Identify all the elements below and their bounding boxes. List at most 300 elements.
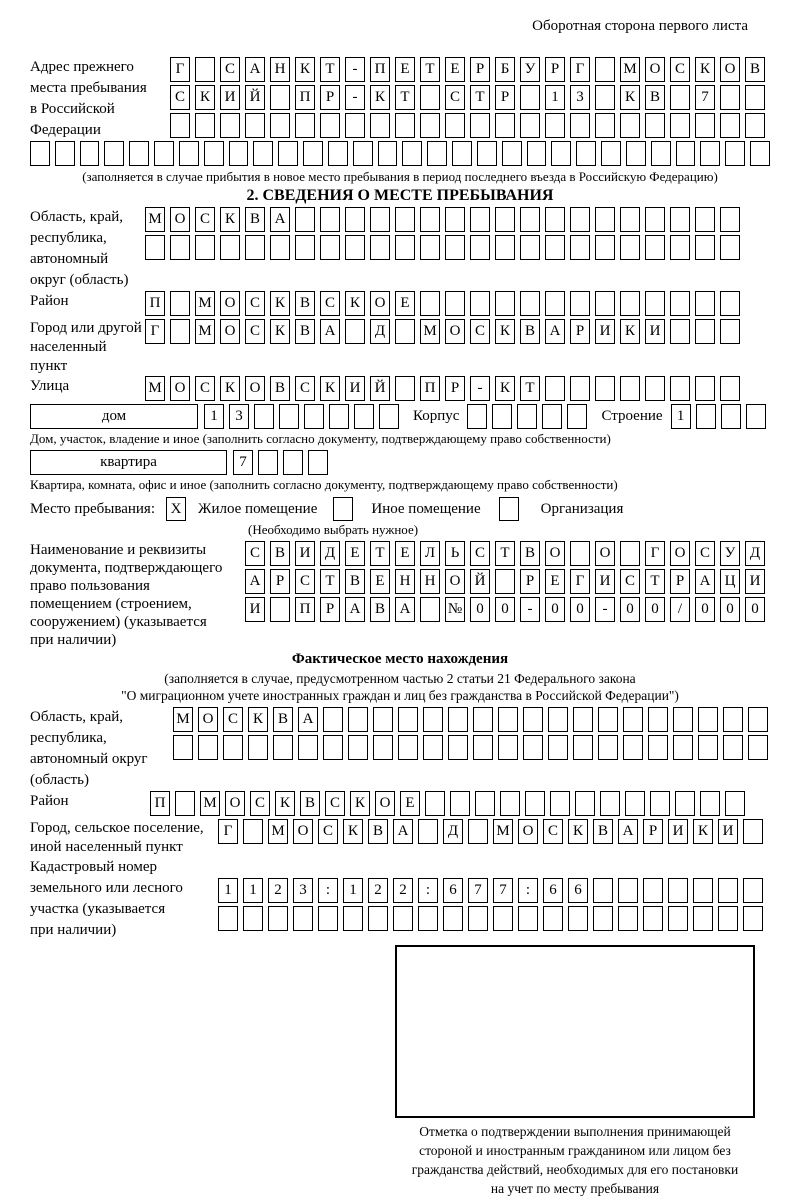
char-box[interactable]: И	[295, 541, 315, 566]
char-box[interactable]	[643, 906, 663, 931]
char-box[interactable]	[423, 735, 443, 760]
char-box[interactable]: В	[270, 541, 290, 566]
char-box[interactable]: В	[593, 819, 613, 844]
char-box[interactable]: С	[470, 319, 490, 344]
char-box[interactable]	[618, 878, 638, 903]
char-box[interactable]	[545, 291, 565, 316]
char-box[interactable]: А	[695, 569, 715, 594]
char-box[interactable]: Е	[545, 569, 565, 594]
char-box[interactable]: В	[520, 319, 540, 344]
char-box[interactable]: В	[645, 85, 665, 110]
char-box[interactable]	[745, 113, 765, 138]
char-box[interactable]	[675, 791, 695, 816]
char-box[interactable]	[173, 735, 193, 760]
char-box[interactable]: Й	[370, 376, 390, 401]
char-box[interactable]	[670, 235, 690, 260]
char-box[interactable]	[517, 404, 537, 429]
char-box[interactable]	[720, 235, 740, 260]
char-box[interactable]	[593, 906, 613, 931]
char-box[interactable]	[620, 541, 640, 566]
char-box[interactable]: С	[670, 57, 690, 82]
char-box[interactable]	[473, 707, 493, 732]
char-box[interactable]: 7	[468, 878, 488, 903]
char-box[interactable]: М	[620, 57, 640, 82]
char-box[interactable]	[279, 404, 299, 429]
char-box[interactable]	[268, 906, 288, 931]
char-box[interactable]	[248, 735, 268, 760]
char-box[interactable]: 0	[720, 597, 740, 622]
char-box[interactable]: В	[345, 569, 365, 594]
char-box[interactable]: П	[370, 57, 390, 82]
char-box[interactable]: Р	[320, 85, 340, 110]
char-box[interactable]	[745, 85, 765, 110]
char-box[interactable]: Р	[570, 319, 590, 344]
char-box[interactable]	[595, 235, 615, 260]
char-box[interactable]	[373, 707, 393, 732]
char-box[interactable]: С	[195, 376, 215, 401]
char-box[interactable]: :	[418, 878, 438, 903]
char-box[interactable]: А	[245, 57, 265, 82]
char-box[interactable]: 0	[695, 597, 715, 622]
char-box[interactable]: Д	[320, 541, 340, 566]
char-box[interactable]	[520, 291, 540, 316]
char-box[interactable]	[718, 906, 738, 931]
char-box[interactable]	[625, 791, 645, 816]
char-box[interactable]: Б	[495, 57, 515, 82]
char-box[interactable]: С	[295, 569, 315, 594]
char-box[interactable]: М	[195, 319, 215, 344]
char-box[interactable]	[448, 707, 468, 732]
char-box[interactable]	[523, 735, 543, 760]
char-box[interactable]: К	[693, 819, 713, 844]
char-box[interactable]: 3	[570, 85, 590, 110]
char-box[interactable]	[468, 819, 488, 844]
char-box[interactable]: У	[520, 57, 540, 82]
char-box[interactable]: С	[318, 819, 338, 844]
char-box[interactable]: И	[745, 569, 765, 594]
char-box[interactable]: №	[445, 597, 465, 622]
char-box[interactable]: М	[268, 819, 288, 844]
char-box[interactable]	[373, 735, 393, 760]
char-box[interactable]	[668, 906, 688, 931]
char-box[interactable]	[748, 707, 768, 732]
char-box[interactable]	[303, 141, 323, 166]
char-box[interactable]	[720, 113, 740, 138]
char-box[interactable]: В	[273, 707, 293, 732]
char-box[interactable]: 6	[543, 878, 563, 903]
char-box[interactable]	[328, 141, 348, 166]
char-box[interactable]	[345, 319, 365, 344]
char-box[interactable]	[523, 707, 543, 732]
char-box[interactable]	[648, 735, 668, 760]
char-box[interactable]: Т	[520, 376, 540, 401]
char-box[interactable]	[420, 235, 440, 260]
char-box[interactable]: Р	[320, 597, 340, 622]
char-box[interactable]: С	[250, 791, 270, 816]
char-box[interactable]	[395, 113, 415, 138]
char-box[interactable]: Р	[470, 57, 490, 82]
char-box[interactable]	[695, 291, 715, 316]
char-box[interactable]	[348, 707, 368, 732]
char-box[interactable]	[304, 404, 324, 429]
char-box[interactable]	[545, 207, 565, 232]
char-box[interactable]	[570, 235, 590, 260]
char-box[interactable]	[395, 207, 415, 232]
char-box[interactable]	[595, 113, 615, 138]
char-box[interactable]	[598, 707, 618, 732]
char-box[interactable]: 2	[368, 878, 388, 903]
char-box[interactable]	[626, 141, 646, 166]
char-box[interactable]	[295, 113, 315, 138]
char-box[interactable]	[645, 376, 665, 401]
char-box[interactable]	[427, 141, 447, 166]
char-box[interactable]	[643, 878, 663, 903]
char-box[interactable]	[245, 113, 265, 138]
char-box[interactable]	[329, 404, 349, 429]
char-box[interactable]: Г	[570, 569, 590, 594]
char-box[interactable]: И	[345, 376, 365, 401]
char-box[interactable]	[179, 141, 199, 166]
char-box[interactable]	[600, 791, 620, 816]
char-box[interactable]	[495, 235, 515, 260]
char-box[interactable]	[293, 906, 313, 931]
char-box[interactable]: О	[445, 319, 465, 344]
char-box[interactable]	[670, 113, 690, 138]
char-box[interactable]: 1	[545, 85, 565, 110]
char-box[interactable]: К	[620, 85, 640, 110]
char-box[interactable]: 0	[620, 597, 640, 622]
char-box[interactable]	[698, 735, 718, 760]
char-box[interactable]	[470, 207, 490, 232]
stay-type-checkbox-other[interactable]	[333, 497, 353, 521]
char-box[interactable]: Р	[270, 569, 290, 594]
char-box[interactable]: О	[198, 707, 218, 732]
char-box[interactable]	[393, 906, 413, 931]
char-box[interactable]: В	[295, 291, 315, 316]
char-box[interactable]	[395, 319, 415, 344]
char-box[interactable]: К	[220, 376, 240, 401]
char-box[interactable]	[743, 819, 763, 844]
char-box[interactable]	[195, 57, 215, 82]
char-box[interactable]: -	[470, 376, 490, 401]
char-box[interactable]: Р	[670, 569, 690, 594]
char-box[interactable]	[445, 207, 465, 232]
char-box[interactable]: 0	[745, 597, 765, 622]
char-box[interactable]: :	[518, 878, 538, 903]
char-box[interactable]: К	[270, 319, 290, 344]
char-box[interactable]	[320, 207, 340, 232]
char-box[interactable]	[258, 450, 278, 475]
stay-type-checkbox-residential[interactable]: X	[166, 497, 186, 521]
char-box[interactable]: А	[270, 207, 290, 232]
char-box[interactable]: М	[145, 376, 165, 401]
char-box[interactable]: В	[370, 597, 390, 622]
char-box[interactable]	[495, 207, 515, 232]
char-box[interactable]	[418, 906, 438, 931]
char-box[interactable]	[420, 85, 440, 110]
char-box[interactable]	[720, 85, 740, 110]
char-box[interactable]	[567, 404, 587, 429]
char-box[interactable]	[378, 141, 398, 166]
char-box[interactable]: И	[245, 597, 265, 622]
char-box[interactable]: Р	[643, 819, 663, 844]
char-box[interactable]: 2	[393, 878, 413, 903]
char-box[interactable]	[576, 141, 596, 166]
char-box[interactable]	[525, 791, 545, 816]
char-box[interactable]	[323, 735, 343, 760]
char-box[interactable]: В	[245, 207, 265, 232]
char-box[interactable]: О	[370, 291, 390, 316]
char-box[interactable]	[648, 707, 668, 732]
char-box[interactable]: 0	[545, 597, 565, 622]
char-box[interactable]: Е	[395, 541, 415, 566]
char-box[interactable]: К	[220, 207, 240, 232]
char-box[interactable]: С	[320, 291, 340, 316]
char-box[interactable]	[498, 735, 518, 760]
char-box[interactable]	[477, 141, 497, 166]
char-box[interactable]: Т	[320, 57, 340, 82]
char-box[interactable]: О	[245, 376, 265, 401]
char-box[interactable]: К	[370, 85, 390, 110]
char-box[interactable]	[353, 141, 373, 166]
char-box[interactable]: П	[420, 376, 440, 401]
char-box[interactable]	[725, 791, 745, 816]
char-box[interactable]	[495, 569, 515, 594]
char-box[interactable]	[270, 85, 290, 110]
char-box[interactable]	[345, 235, 365, 260]
char-box[interactable]	[545, 376, 565, 401]
char-box[interactable]: С	[325, 791, 345, 816]
char-box[interactable]: К	[320, 376, 340, 401]
char-box[interactable]: С	[695, 541, 715, 566]
char-box[interactable]	[670, 291, 690, 316]
char-box[interactable]	[573, 735, 593, 760]
char-box[interactable]	[220, 113, 240, 138]
char-box[interactable]: А	[395, 597, 415, 622]
char-box[interactable]: Р	[545, 57, 565, 82]
char-box[interactable]: А	[345, 597, 365, 622]
char-box[interactable]: В	[520, 541, 540, 566]
char-box[interactable]	[253, 141, 273, 166]
char-box[interactable]	[343, 906, 363, 931]
char-box[interactable]: С	[620, 569, 640, 594]
char-box[interactable]	[545, 113, 565, 138]
char-box[interactable]: Л	[420, 541, 440, 566]
char-box[interactable]	[170, 235, 190, 260]
char-box[interactable]	[693, 906, 713, 931]
char-box[interactable]	[700, 791, 720, 816]
char-box[interactable]: -	[520, 597, 540, 622]
char-box[interactable]	[695, 319, 715, 344]
char-box[interactable]	[170, 319, 190, 344]
char-box[interactable]	[518, 906, 538, 931]
char-box[interactable]	[470, 291, 490, 316]
char-box[interactable]	[223, 735, 243, 760]
char-box[interactable]: Е	[395, 57, 415, 82]
char-box[interactable]: А	[320, 319, 340, 344]
char-box[interactable]: Д	[443, 819, 463, 844]
char-box[interactable]: У	[720, 541, 740, 566]
char-box[interactable]: О	[670, 541, 690, 566]
char-box[interactable]	[673, 707, 693, 732]
char-box[interactable]: М	[493, 819, 513, 844]
char-box[interactable]	[175, 791, 195, 816]
char-box[interactable]	[595, 57, 615, 82]
stay-type-checkbox-organization[interactable]	[499, 497, 519, 521]
char-box[interactable]: А	[393, 819, 413, 844]
char-box[interactable]: 0	[495, 597, 515, 622]
char-box[interactable]: Е	[445, 57, 465, 82]
char-box[interactable]	[693, 878, 713, 903]
char-box[interactable]	[493, 906, 513, 931]
char-box[interactable]: Т	[370, 541, 390, 566]
char-box[interactable]	[420, 291, 440, 316]
char-box[interactable]	[695, 113, 715, 138]
char-box[interactable]	[570, 376, 590, 401]
char-box[interactable]	[245, 235, 265, 260]
char-box[interactable]	[601, 141, 621, 166]
char-box[interactable]: Г	[170, 57, 190, 82]
char-box[interactable]: С	[245, 541, 265, 566]
char-box[interactable]	[204, 141, 224, 166]
char-box[interactable]	[500, 791, 520, 816]
char-box[interactable]	[370, 235, 390, 260]
char-box[interactable]	[545, 235, 565, 260]
char-box[interactable]: И	[595, 569, 615, 594]
char-box[interactable]: М	[145, 207, 165, 232]
char-box[interactable]	[402, 141, 422, 166]
char-box[interactable]	[229, 141, 249, 166]
char-box[interactable]: М	[195, 291, 215, 316]
char-box[interactable]	[723, 707, 743, 732]
char-box[interactable]: Е	[345, 541, 365, 566]
char-box[interactable]: Ь	[445, 541, 465, 566]
char-box[interactable]	[55, 141, 75, 166]
char-box[interactable]: Т	[320, 569, 340, 594]
char-box[interactable]	[570, 207, 590, 232]
char-box[interactable]	[379, 404, 399, 429]
char-box[interactable]: -	[345, 57, 365, 82]
char-box[interactable]	[593, 878, 613, 903]
char-box[interactable]	[30, 141, 50, 166]
char-box[interactable]: Г	[218, 819, 238, 844]
char-box[interactable]	[570, 291, 590, 316]
char-box[interactable]	[468, 906, 488, 931]
char-box[interactable]	[743, 878, 763, 903]
char-box[interactable]: Т	[645, 569, 665, 594]
char-box[interactable]: О	[220, 291, 240, 316]
char-box[interactable]: Д	[745, 541, 765, 566]
char-box[interactable]	[650, 791, 670, 816]
char-box[interactable]	[270, 113, 290, 138]
char-box[interactable]	[698, 707, 718, 732]
char-box[interactable]: Т	[495, 541, 515, 566]
char-box[interactable]: А	[298, 707, 318, 732]
char-box[interactable]	[718, 878, 738, 903]
char-box[interactable]: К	[295, 57, 315, 82]
char-box[interactable]	[542, 404, 562, 429]
char-box[interactable]: О	[375, 791, 395, 816]
char-box[interactable]: Н	[420, 569, 440, 594]
char-box[interactable]	[620, 207, 640, 232]
char-box[interactable]	[696, 404, 716, 429]
char-box[interactable]	[273, 735, 293, 760]
char-box[interactable]	[720, 319, 740, 344]
char-box[interactable]: О	[170, 207, 190, 232]
char-box[interactable]	[80, 141, 100, 166]
char-box[interactable]: В	[745, 57, 765, 82]
char-box[interactable]: П	[295, 85, 315, 110]
char-box[interactable]: 1	[243, 878, 263, 903]
char-box[interactable]: С	[295, 376, 315, 401]
char-box[interactable]: К	[620, 319, 640, 344]
char-box[interactable]	[548, 735, 568, 760]
char-box[interactable]	[295, 235, 315, 260]
char-box[interactable]: М	[200, 791, 220, 816]
char-box[interactable]	[520, 85, 540, 110]
char-box[interactable]	[723, 735, 743, 760]
char-box[interactable]: 1	[218, 878, 238, 903]
char-box[interactable]: И	[220, 85, 240, 110]
char-box[interactable]	[420, 113, 440, 138]
char-box[interactable]	[618, 906, 638, 931]
char-box[interactable]	[243, 819, 263, 844]
char-box[interactable]	[598, 735, 618, 760]
char-box[interactable]	[270, 597, 290, 622]
char-box[interactable]: Н	[395, 569, 415, 594]
char-box[interactable]: С	[195, 207, 215, 232]
char-box[interactable]	[645, 207, 665, 232]
char-box[interactable]: О	[518, 819, 538, 844]
char-box[interactable]	[104, 141, 124, 166]
char-box[interactable]: С	[245, 319, 265, 344]
char-box[interactable]: Й	[245, 85, 265, 110]
char-box[interactable]	[543, 906, 563, 931]
char-box[interactable]	[651, 141, 671, 166]
char-box[interactable]	[570, 113, 590, 138]
char-box[interactable]	[470, 113, 490, 138]
char-box[interactable]	[320, 113, 340, 138]
char-box[interactable]	[548, 707, 568, 732]
char-box[interactable]: И	[668, 819, 688, 844]
char-box[interactable]	[620, 235, 640, 260]
char-box[interactable]	[450, 791, 470, 816]
char-box[interactable]	[423, 707, 443, 732]
char-box[interactable]	[620, 376, 640, 401]
char-box[interactable]	[348, 735, 368, 760]
char-box[interactable]	[395, 235, 415, 260]
char-box[interactable]	[721, 404, 741, 429]
char-box[interactable]	[620, 113, 640, 138]
char-box[interactable]	[370, 113, 390, 138]
char-box[interactable]	[720, 291, 740, 316]
char-box[interactable]	[520, 207, 540, 232]
char-box[interactable]	[695, 376, 715, 401]
char-box[interactable]: О	[445, 569, 465, 594]
char-box[interactable]	[270, 235, 290, 260]
char-box[interactable]: К	[350, 791, 370, 816]
char-box[interactable]	[673, 735, 693, 760]
char-box[interactable]: 6	[443, 878, 463, 903]
char-box[interactable]: П	[150, 791, 170, 816]
char-box[interactable]	[170, 291, 190, 316]
char-box[interactable]	[520, 235, 540, 260]
char-box[interactable]	[443, 906, 463, 931]
char-box[interactable]	[595, 376, 615, 401]
char-box[interactable]: :	[318, 878, 338, 903]
char-box[interactable]: П	[295, 597, 315, 622]
char-box[interactable]: Е	[370, 569, 390, 594]
